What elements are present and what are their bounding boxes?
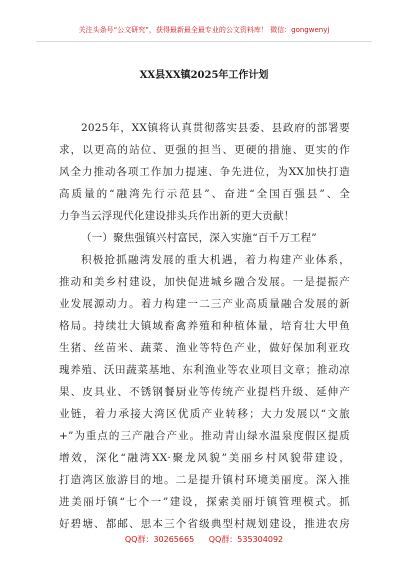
footer-qq-group-1: QQ群：30265665 [124, 535, 195, 544]
body-line: 高质量的“融湾先行示范县”、奋进“全国百强县”、全 [59, 188, 350, 200]
body-line: 力争当云浮现代化建设排头兵作出新的更大贡献！ [59, 210, 295, 222]
body-line: 瑰养殖、沃田蔬菜基地、东利渔业等农业项目文章；推动凉 [59, 364, 350, 376]
body-line: 业链，着力承接大湾区优质产业转移；大力发展以“文旅 [59, 408, 350, 420]
document-body [59, 117, 350, 535]
body-line: 增效，深化“融湾XX·聚龙风貌”美丽乡村风貌带建设， [59, 452, 350, 464]
body-line: 风全力推动各项工作加力提速、争先进位，为XX加快打造 [59, 166, 350, 178]
body-line: 2025年，XX镇将认真贯彻落实县委、县政府的部署要 [81, 122, 350, 134]
header-divider [36, 41, 372, 42]
body-line: 生猪、丝苗米、蔬菜、渔业等特色产业，做好保加利亚玫 [59, 342, 350, 354]
section-heading: （一）聚焦强镇兴村富民，深入实施“百千万工程” [81, 232, 317, 244]
body-line: 推动和美乡村建设，加快促进城乡融合发展。一是提振产 [59, 276, 350, 288]
header-note: 关注头条号“公文研究”，获得最新最全最专业的公文资料库！ 微信：gongwenyj [78, 26, 330, 34]
footer-qq-groups [0, 535, 408, 545]
body-line: 业发展源动力。着力构建一二三产业高质量融合发展的新 [59, 298, 350, 310]
body-line: 求，以更高的站位、更强的担当、更硬的措施、更实的作 [59, 144, 350, 156]
body-line: 打造湾区旅游目的地。二是提升镇村环境美丽度。深入推 [59, 474, 350, 486]
body-line: 进美丽圩镇“七个一”建设，探索美丽圩镇管理模式。抓 [59, 496, 350, 508]
body-line: 积极抢抓融湾发展的重大机遇，着力构建产业体系， [81, 254, 350, 266]
body-line: +”为重点的三产融合产业。推动青山绿水温泉度假区提质 [59, 430, 350, 442]
body-line: 格局。持续壮大镇域畜禽养殖和种植体量，培育壮大甲鱼 [59, 320, 350, 332]
document-title: XX县XX镇2025年工作计划 [139, 70, 269, 81]
footer-qq-group-2: QQ群：535304092 [208, 535, 284, 544]
body-line: 好碧塘、都邮、思本三个省级典型村规划建设，推进农房 [59, 518, 350, 530]
body-line: 果、皮具业、不锈钢餐厨业等传统产业提档升级、延伸产 [59, 386, 350, 398]
